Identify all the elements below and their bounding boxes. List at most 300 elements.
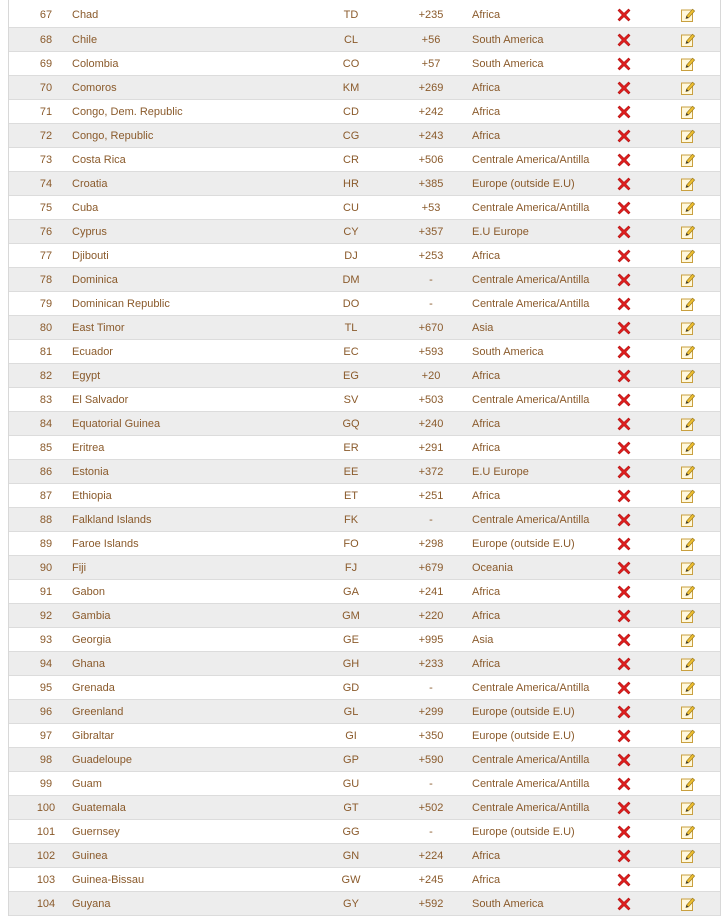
table-row: [9, 28, 720, 52]
edit-button[interactable]: [677, 580, 699, 604]
delete-x-icon: [616, 56, 632, 72]
delete-x-icon: [616, 344, 632, 360]
edit-button[interactable]: [677, 172, 699, 196]
row-number: 85: [39, 442, 53, 454]
delete-x-icon: [616, 32, 632, 48]
country-name: Guyana: [72, 898, 111, 910]
table-row: [9, 676, 720, 700]
row-number: 72: [39, 130, 53, 142]
country-name: Djibouti: [72, 250, 109, 262]
country-iso-code: EG: [343, 370, 359, 382]
delete-button[interactable]: [613, 76, 635, 100]
table-row: [9, 316, 720, 340]
delete-button[interactable]: [613, 412, 635, 436]
country-name: Gibraltar: [72, 730, 115, 742]
row-number: 68: [39, 34, 53, 46]
delete-x-icon: [616, 728, 632, 744]
delete-x-icon: [616, 488, 632, 504]
edit-pencil-icon: [680, 176, 696, 192]
phone-prefix: +670: [418, 322, 444, 334]
delete-x-icon: [616, 536, 632, 552]
table-row: [9, 628, 720, 652]
table-row: [9, 148, 720, 172]
delete-button[interactable]: [613, 364, 635, 388]
row-number: 99: [39, 778, 53, 790]
delete-x-icon: [616, 872, 632, 888]
edit-pencil-icon: [680, 56, 696, 72]
country-name: Comoros: [72, 82, 117, 94]
delete-x-icon: [616, 392, 632, 408]
table-row: [9, 460, 720, 484]
phone-prefix: +590: [418, 754, 444, 766]
country-region: Africa: [472, 130, 501, 142]
delete-button[interactable]: [613, 484, 635, 508]
row-number: 87: [39, 490, 53, 502]
row-number: 104: [36, 898, 56, 910]
delete-x-icon: [616, 584, 632, 600]
country-region: South America: [472, 58, 544, 70]
edit-pencil-icon: [680, 368, 696, 384]
edit-button[interactable]: [677, 340, 699, 364]
edit-button[interactable]: [677, 436, 699, 460]
phone-prefix: +241: [418, 586, 444, 598]
country-region: Oceania: [472, 562, 513, 574]
country-iso-code: GD: [342, 682, 360, 694]
delete-x-icon: [616, 80, 632, 96]
country-region: Africa: [472, 874, 501, 886]
edit-pencil-icon: [680, 488, 696, 504]
edit-button[interactable]: [677, 892, 699, 916]
table-row: [9, 124, 720, 148]
country-region: Centrale America/Antilla: [472, 682, 590, 694]
country-region: E.U Europe: [472, 466, 529, 478]
edit-button[interactable]: [677, 316, 699, 340]
edit-button[interactable]: [677, 556, 699, 580]
phone-prefix: -: [429, 682, 433, 694]
country-iso-code: GT: [343, 802, 359, 814]
edit-button[interactable]: [677, 52, 699, 76]
delete-x-icon: [616, 128, 632, 144]
delete-button[interactable]: [613, 0, 635, 30]
phone-prefix: +592: [418, 898, 444, 910]
country-iso-code: GL: [343, 706, 359, 718]
country-region: Africa: [472, 586, 501, 598]
country-name: East Timor: [72, 322, 125, 334]
country-iso-code: FO: [343, 538, 359, 550]
delete-button[interactable]: [613, 100, 635, 124]
country-iso-code: EE: [343, 466, 359, 478]
phone-prefix: -: [429, 298, 433, 310]
table-row: [9, 268, 720, 292]
row-number: 94: [39, 658, 53, 670]
delete-button[interactable]: [613, 580, 635, 604]
edit-pencil-icon: [680, 248, 696, 264]
row-number: 75: [39, 202, 53, 214]
delete-button[interactable]: [613, 292, 635, 316]
table-row: [9, 532, 720, 556]
country-name: Cyprus: [72, 226, 107, 238]
table-row: [9, 484, 720, 508]
edit-pencil-icon: [680, 848, 696, 864]
country-name: Ghana: [72, 658, 106, 670]
country-iso-code: CO: [342, 58, 360, 70]
phone-prefix: +298: [418, 538, 444, 550]
country-name: Gambia: [72, 610, 111, 622]
edit-button[interactable]: [677, 196, 699, 220]
delete-button[interactable]: [613, 436, 635, 460]
delete-x-icon: [616, 896, 632, 912]
country-name: Dominican Republic: [72, 298, 170, 310]
country-iso-code: DM: [342, 274, 360, 286]
table-row: [9, 604, 720, 628]
edit-pencil-icon: [680, 440, 696, 456]
edit-pencil-icon: [680, 584, 696, 600]
table-row: [9, 0, 720, 28]
row-number: 101: [36, 826, 56, 838]
country-region: Centrale America/Antilla: [472, 778, 590, 790]
table-row: [9, 844, 720, 868]
edit-pencil-icon: [680, 392, 696, 408]
row-number: 98: [39, 754, 53, 766]
edit-button[interactable]: [677, 412, 699, 436]
edit-pencil-icon: [680, 608, 696, 624]
phone-prefix: +56: [421, 34, 441, 46]
edit-button[interactable]: [677, 628, 699, 652]
country-name: Equatorial Guinea: [72, 418, 161, 430]
country-iso-code: TL: [344, 322, 358, 334]
edit-pencil-icon: [680, 296, 696, 312]
delete-button[interactable]: [613, 724, 635, 748]
table-row: [9, 340, 720, 364]
country-name: Estonia: [72, 466, 109, 478]
delete-button[interactable]: [613, 28, 635, 52]
edit-button[interactable]: [677, 652, 699, 676]
edit-button[interactable]: [677, 508, 699, 532]
table-row: [9, 292, 720, 316]
edit-pencil-icon: [680, 512, 696, 528]
phone-prefix: +299: [418, 706, 444, 718]
country-region: Asia: [472, 634, 494, 646]
delete-button[interactable]: [613, 148, 635, 172]
country-name: Guatemala: [72, 802, 126, 814]
row-number: 78: [39, 274, 53, 286]
country-iso-code: HR: [343, 178, 359, 190]
table-row: [9, 244, 720, 268]
table-row: [9, 556, 720, 580]
table-row: [9, 700, 720, 724]
country-iso-code: GI: [345, 730, 357, 742]
phone-prefix: +243: [418, 130, 444, 142]
country-iso-code: CY: [343, 226, 359, 238]
delete-button[interactable]: [613, 820, 635, 844]
country-region: Centrale America/Antilla: [472, 754, 590, 766]
delete-x-icon: [616, 632, 632, 648]
edit-button[interactable]: [677, 484, 699, 508]
edit-pencil-icon: [680, 200, 696, 216]
edit-pencil-icon: [680, 344, 696, 360]
edit-pencil-icon: [680, 560, 696, 576]
edit-pencil-icon: [680, 128, 696, 144]
delete-button[interactable]: [613, 388, 635, 412]
phone-prefix: +291: [418, 442, 444, 454]
edit-button[interactable]: [677, 100, 699, 124]
edit-pencil-icon: [680, 224, 696, 240]
edit-button[interactable]: [677, 604, 699, 628]
delete-x-icon: [616, 416, 632, 432]
edit-button[interactable]: [677, 700, 699, 724]
delete-button[interactable]: [613, 508, 635, 532]
edit-button[interactable]: [677, 292, 699, 316]
country-region: Africa: [472, 418, 501, 430]
country-iso-code: GY: [343, 898, 359, 910]
row-number: 100: [36, 802, 56, 814]
edit-pencil-icon: [680, 272, 696, 288]
country-iso-code: GM: [342, 610, 360, 622]
country-region: Centrale America/Antilla: [472, 202, 590, 214]
country-name: Guinea: [72, 850, 108, 862]
country-region: South America: [472, 34, 544, 46]
phone-prefix: +372: [418, 466, 444, 478]
row-number: 71: [39, 106, 53, 118]
delete-button[interactable]: [613, 604, 635, 628]
delete-x-icon: [616, 656, 632, 672]
edit-pencil-icon: [680, 104, 696, 120]
country-name: Georgia: [72, 634, 112, 646]
country-iso-code: TD: [343, 9, 359, 21]
row-number: 97: [39, 730, 53, 742]
row-number: 69: [39, 58, 53, 70]
row-number: 82: [39, 370, 53, 382]
delete-button[interactable]: [613, 532, 635, 556]
delete-button[interactable]: [613, 556, 635, 580]
phone-prefix: -: [429, 826, 433, 838]
edit-pencil-icon: [680, 464, 696, 480]
phone-prefix: +679: [418, 562, 444, 574]
country-region: Africa: [472, 82, 501, 94]
row-number: 84: [39, 418, 53, 430]
table-row: [9, 868, 720, 892]
edit-pencil-icon: [680, 152, 696, 168]
edit-pencil-icon: [680, 800, 696, 816]
country-region: Europe (outside E.U): [472, 178, 575, 190]
delete-button[interactable]: [613, 772, 635, 796]
phone-prefix: +233: [418, 658, 444, 670]
delete-x-icon: [616, 464, 632, 480]
table-row: [9, 220, 720, 244]
delete-button[interactable]: [613, 244, 635, 268]
table-row: [9, 820, 720, 844]
country-name: Costa Rica: [72, 154, 126, 166]
edit-button[interactable]: [677, 676, 699, 700]
phone-prefix: +502: [418, 802, 444, 814]
delete-button[interactable]: [613, 52, 635, 76]
country-name: Dominica: [72, 274, 118, 286]
edit-button[interactable]: [677, 796, 699, 820]
edit-pencil-icon: [680, 896, 696, 912]
table-row: [9, 196, 720, 220]
country-iso-code: GQ: [342, 418, 360, 430]
edit-button[interactable]: [677, 0, 699, 30]
edit-pencil-icon: [680, 752, 696, 768]
table-row: [9, 388, 720, 412]
row-number: 91: [39, 586, 53, 598]
edit-button[interactable]: [677, 388, 699, 412]
country-iso-code: ER: [343, 442, 359, 454]
delete-button[interactable]: [613, 844, 635, 868]
delete-x-icon: [616, 248, 632, 264]
country-region: Africa: [472, 106, 501, 118]
country-iso-code: GW: [341, 874, 361, 886]
country-name: Greenland: [72, 706, 124, 718]
row-number: 89: [39, 538, 53, 550]
edit-button[interactable]: [677, 220, 699, 244]
delete-button[interactable]: [613, 124, 635, 148]
phone-prefix: +235: [418, 9, 444, 21]
edit-button[interactable]: [677, 244, 699, 268]
country-region: Asia: [472, 322, 494, 334]
edit-button[interactable]: [677, 364, 699, 388]
country-name: Cuba: [72, 202, 99, 214]
country-region: Africa: [472, 850, 501, 862]
row-number: 93: [39, 634, 53, 646]
phone-prefix: +245: [418, 874, 444, 886]
delete-x-icon: [616, 608, 632, 624]
phone-prefix: +57: [421, 58, 441, 70]
delete-x-icon: [616, 152, 632, 168]
country-region: Centrale America/Antilla: [472, 298, 590, 310]
country-region: South America: [472, 346, 544, 358]
country-region: Africa: [472, 250, 501, 262]
phone-prefix: +357: [418, 226, 444, 238]
delete-button[interactable]: [613, 796, 635, 820]
row-number: 67: [39, 9, 53, 21]
delete-x-icon: [616, 776, 632, 792]
row-number: 80: [39, 322, 53, 334]
delete-button[interactable]: [613, 220, 635, 244]
country-iso-code: EC: [343, 346, 359, 358]
country-iso-code: GN: [342, 850, 360, 862]
edit-pencil-icon: [680, 536, 696, 552]
country-region: Africa: [472, 610, 501, 622]
delete-x-icon: [616, 752, 632, 768]
edit-button[interactable]: [677, 532, 699, 556]
country-region: Centrale America/Antilla: [472, 154, 590, 166]
delete-button[interactable]: [613, 748, 635, 772]
country-name: Falkland Islands: [72, 514, 152, 526]
phone-prefix: +269: [418, 82, 444, 94]
country-region: Europe (outside E.U): [472, 538, 575, 550]
table-row: [9, 724, 720, 748]
country-iso-code: CL: [343, 34, 359, 46]
edit-button[interactable]: [677, 124, 699, 148]
phone-prefix: +224: [418, 850, 444, 862]
country-name: El Salvador: [72, 394, 129, 406]
edit-button[interactable]: [677, 772, 699, 796]
delete-x-icon: [616, 176, 632, 192]
delete-button[interactable]: [613, 700, 635, 724]
row-number: 81: [39, 346, 53, 358]
table-row: [9, 52, 720, 76]
row-number: 76: [39, 226, 53, 238]
delete-x-icon: [616, 440, 632, 456]
country-region: Centrale America/Antilla: [472, 802, 590, 814]
edit-button[interactable]: [677, 148, 699, 172]
delete-button[interactable]: [613, 268, 635, 292]
phone-prefix: +593: [418, 346, 444, 358]
country-iso-code: GH: [342, 658, 360, 670]
edit-button[interactable]: [677, 268, 699, 292]
edit-button[interactable]: [677, 76, 699, 100]
delete-x-icon: [616, 704, 632, 720]
table-row: [9, 436, 720, 460]
edit-button[interactable]: [677, 28, 699, 52]
table-row: [9, 652, 720, 676]
country-name: Guam: [72, 778, 102, 790]
country-iso-code: KM: [342, 82, 360, 94]
delete-button[interactable]: [613, 628, 635, 652]
delete-button[interactable]: [613, 340, 635, 364]
country-iso-code: GU: [342, 778, 360, 790]
delete-x-icon: [616, 560, 632, 576]
phone-prefix: +385: [418, 178, 444, 190]
country-region: Europe (outside E.U): [472, 706, 575, 718]
edit-button[interactable]: [677, 460, 699, 484]
country-region: Africa: [472, 370, 501, 382]
phone-prefix: +242: [418, 106, 444, 118]
phone-prefix: +995: [418, 634, 444, 646]
delete-x-icon: [616, 368, 632, 384]
country-name: Guernsey: [72, 826, 120, 838]
edit-pencil-icon: [680, 776, 696, 792]
table-row: [9, 76, 720, 100]
country-iso-code: GP: [343, 754, 359, 766]
table-row: [9, 796, 720, 820]
country-region: Africa: [472, 9, 501, 21]
delete-button[interactable]: [613, 196, 635, 220]
phone-prefix: +350: [418, 730, 444, 742]
delete-button[interactable]: [613, 460, 635, 484]
edit-button[interactable]: [677, 820, 699, 844]
country-region: Europe (outside E.U): [472, 730, 575, 742]
edit-button[interactable]: [677, 868, 699, 892]
edit-button[interactable]: [677, 748, 699, 772]
country-name: Egypt: [72, 370, 101, 382]
country-name: Grenada: [72, 682, 115, 694]
delete-button[interactable]: [613, 316, 635, 340]
delete-x-icon: [616, 7, 632, 23]
table-row: [9, 100, 720, 124]
phone-prefix: +220: [418, 610, 444, 622]
delete-x-icon: [616, 824, 632, 840]
edit-pencil-icon: [680, 656, 696, 672]
row-number: 102: [36, 850, 56, 862]
delete-button[interactable]: [613, 652, 635, 676]
country-name: Colombia: [72, 58, 119, 70]
delete-button[interactable]: [613, 868, 635, 892]
delete-button[interactable]: [613, 892, 635, 916]
row-number: 79: [39, 298, 53, 310]
edit-button[interactable]: [677, 844, 699, 868]
delete-button[interactable]: [613, 676, 635, 700]
country-name: Fiji: [72, 562, 87, 574]
delete-button[interactable]: [613, 172, 635, 196]
country-name: Ecuador: [72, 346, 113, 358]
row-number: 95: [39, 682, 53, 694]
edit-pencil-icon: [680, 7, 696, 23]
row-number: 88: [39, 514, 53, 526]
country-region: Centrale America/Antilla: [472, 274, 590, 286]
edit-button[interactable]: [677, 724, 699, 748]
